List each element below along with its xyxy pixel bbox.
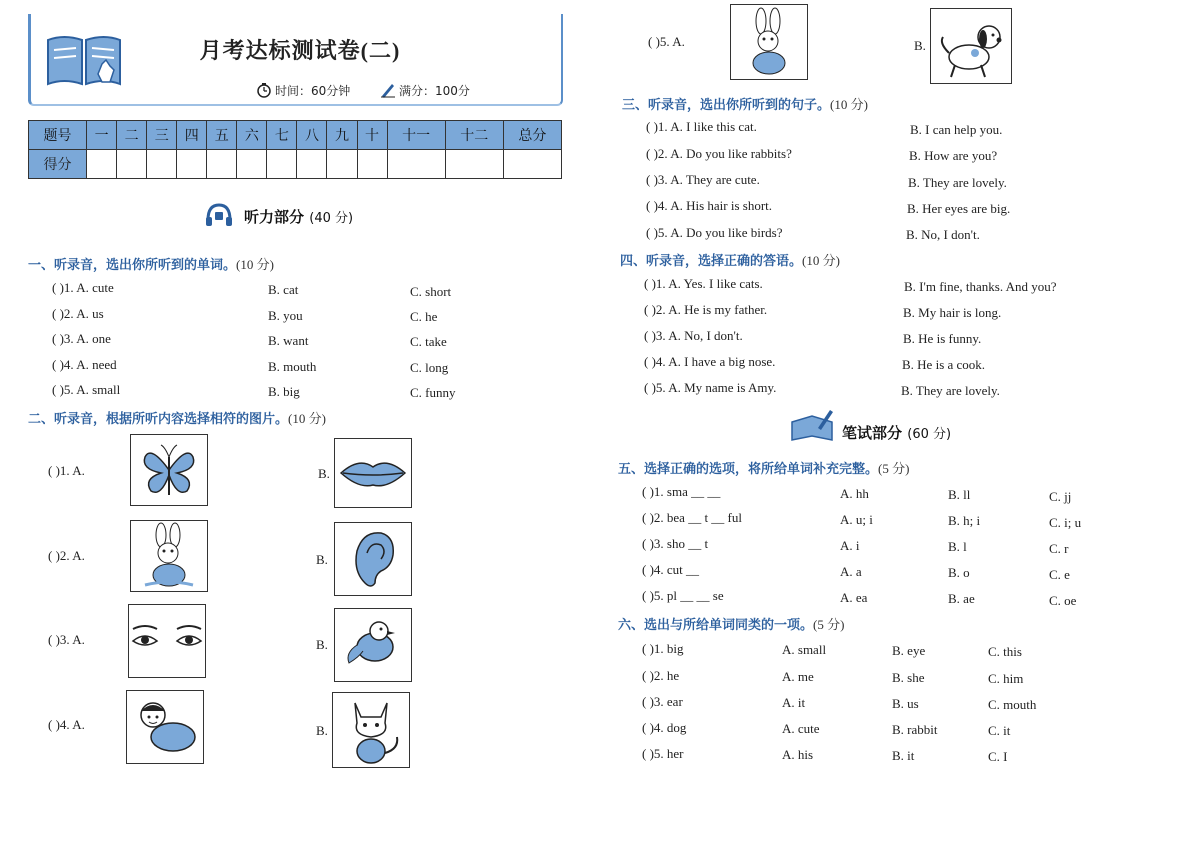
option-b: B. ae [948,591,975,606]
option-c: C. i; u [1049,515,1082,530]
score-cell[interactable] [503,150,561,179]
option-b: B. she [892,670,925,685]
sec4-item: ( )3. A. No, I don't. [644,328,743,343]
option-b: B. h; i [948,513,981,528]
option-b: B. ll [948,487,971,502]
sec1-points: (10 分) [236,257,274,272]
score-table-score-row [29,150,562,179]
option-b-label: B. [316,552,328,567]
sec1-item [52,306,104,322]
option-b: B. eye [892,643,926,658]
sec6-item: ( )1. big [642,641,684,656]
listening-points: (40 分) [309,211,354,226]
option-b: B. My hair is long. [903,305,1002,320]
sec2-item: ( )2. A. [48,548,85,563]
option-c: C. I [988,749,1008,764]
option-a: A. ea [840,590,868,605]
score-header-cell: 十 [357,121,387,150]
option-b: B. mouth [268,359,317,374]
score-header-cell: 十一 [387,121,445,150]
sec3-item: ( )1. A. I like this cat. [646,119,757,134]
sec3-title [622,94,868,113]
sec3-item: ( )4. A. His hair is short. [646,198,773,213]
option-b: B. o [948,565,970,580]
option-c: C. he [410,309,438,324]
butterfly-icon [130,434,208,506]
question-text: ( )2. A. us [52,306,104,321]
writing-part-title [842,422,951,443]
sec3-item: ( )3. A. They are cute. [646,172,760,187]
option-b: B. Her eyes are big. [907,201,1011,216]
time-info [256,82,350,99]
writing-points: (60 分) [907,427,952,442]
option-c: C. r [1049,541,1069,556]
rabbit-icon [730,4,808,80]
score-cell[interactable] [387,150,445,179]
listening-title-text: 听力部分 [244,208,305,226]
score-table-header-row [29,121,562,150]
option-b: B. No, I don't. [906,227,980,242]
sec6-item: ( )3. ear [642,694,683,709]
sec2-item: ( )3. A. [48,632,85,647]
score-cell[interactable] [87,150,117,179]
option-b: B. want [268,333,309,348]
cat-icon [332,692,410,768]
score-header-cell: 三 [147,121,177,150]
sec1-item [52,357,117,373]
sec3-points: (10 分) [830,97,868,112]
score-cell[interactable] [327,150,357,179]
lips-icon [334,438,412,508]
score-table [28,120,562,179]
option-a: A. i [840,538,860,553]
page-title: 月考达标测试卷(二) [199,38,401,63]
question-text: ( )1. A. cute [52,280,114,295]
option-a: A. it [782,695,806,710]
option-a: A. small [782,642,827,657]
score-header-cell: 六 [237,121,267,150]
option-c: C. short [410,284,452,299]
option-b: B. rabbit [892,722,938,737]
score-cell[interactable] [207,150,237,179]
option-b: B. us [892,696,919,711]
question-text: ( )3. A. one [52,331,111,346]
score-row-label: 得分 [29,150,87,179]
sec6-item: ( )5. her [642,746,684,761]
option-a: A. hh [840,486,869,501]
sec6-item: ( )4. dog [642,720,687,735]
sec2-item: ( )4. A. [48,717,85,732]
score-header-cell: 题号 [29,121,87,150]
question-text: ( )5. A. small [52,382,121,397]
option-a: A. cute [782,721,820,736]
writing-book-icon [790,408,834,444]
option-b: B. it [892,748,915,763]
option-b-label: B. [914,38,926,53]
listening-part-title [244,206,353,227]
baby-icon [126,690,204,764]
option-b: B. I can help you. [910,122,1003,137]
sec4-item: ( )5. A. My name is Amy. [644,380,777,395]
option-a: A. me [782,669,814,684]
score-header-cell: 十二 [445,121,503,150]
sec5-item: ( )4. cut __ [642,562,700,577]
score-cell[interactable] [267,150,297,179]
score-cell[interactable] [357,150,387,179]
sec2-title [28,408,326,427]
bird-icon [334,608,412,682]
sec3-item: ( )2. A. Do you like rabbits? [646,146,792,161]
sec4-item: ( )4. A. I have a big nose. [644,354,776,369]
score-info [380,82,470,99]
book-icon [44,30,124,90]
dog-icon [930,8,1012,84]
sec5-item: ( )5. pl __ __ se [642,588,724,603]
option-b: B. cat [268,282,299,297]
sec2-item: ( )1. A. [48,463,85,478]
sec5-item: ( )1. sma __ __ [642,484,721,499]
score-cell[interactable] [297,150,327,179]
score-cell[interactable] [177,150,207,179]
option-c: C. mouth [988,697,1037,712]
score-cell[interactable] [445,150,503,179]
option-c: C. funny [410,385,456,400]
option-b: B. I'm fine, thanks. And you? [904,279,1057,294]
sec1-title-text: 一、听录音，选出你所听到的单词。 [28,258,237,273]
score-header-cell: 五 [207,121,237,150]
sec2-points: (10 分) [288,411,326,426]
sec4-points: (10 分) [802,253,840,268]
sec6-title [618,614,844,633]
rabbit-icon [130,520,208,592]
option-b: B. He is funny. [903,331,982,346]
sec6-title-text: 六、选出与所给单词同类的一项。 [618,618,814,633]
option-b: B. They are lovely. [901,383,1000,398]
option-a: A. u; i [840,512,873,527]
sec4-item: ( )2. A. He is my father. [644,302,768,317]
eyes-icon [128,604,206,678]
sec5-title [618,458,909,477]
sec1-item [52,280,114,296]
option-b: B. How are you? [909,148,998,163]
sec2-item: ( )5. A. [648,34,685,49]
sec5-points: (5 分) [878,461,910,476]
score-cell[interactable] [117,150,147,179]
score-header-cell: 七 [267,121,297,150]
writing-title-text: 笔试部分 [842,424,903,442]
option-b: B. l [948,539,967,554]
time-label: 时间：60分钟 [275,84,351,98]
sec4-item: ( )1. A. Yes. I like cats. [644,276,763,291]
sec6-points: (5 分) [813,617,845,632]
sec4-title [620,250,840,269]
score-header-cell: 一 [87,121,117,150]
option-b: B. He is a cook. [902,357,986,372]
score-header-cell: 二 [117,121,147,150]
sec1-item [52,331,111,347]
question-text: ( )4. A. need [52,357,117,372]
score-label: 满分：100分 [399,84,470,98]
score-header-cell: 八 [297,121,327,150]
option-b-label: B. [316,723,328,738]
sec2-title-text: 二、听录音，根据所听内容选择相符的图片。 [28,412,289,427]
option-b-label: B. [316,637,328,652]
option-c: C. e [1049,567,1070,582]
option-a: A. a [840,564,862,579]
pen-icon [380,82,396,98]
sec1-item [52,382,120,398]
score-cell[interactable] [237,150,267,179]
score-header-cell: 四 [177,121,207,150]
option-c: C. this [988,644,1022,659]
sec5-item: ( )3. sho __ t [642,536,709,551]
sec1-title [28,254,274,273]
option-c: C. oe [1049,593,1077,608]
option-c: C. jj [1049,489,1072,504]
score-header-cell: 总分 [503,121,561,150]
score-header-cell: 九 [327,121,357,150]
headphones-icon [204,202,234,228]
ear-icon [334,522,412,596]
option-b: B. you [268,308,303,323]
option-c: C. him [988,671,1024,686]
sec3-item: ( )5. A. Do you like birds? [646,225,783,240]
sec6-item: ( )2. he [642,668,680,683]
score-cell[interactable] [147,150,177,179]
option-b-label: B. [318,466,330,481]
option-b: B. big [268,384,300,399]
option-c: C. long [410,360,449,375]
clock-icon [256,82,272,98]
option-a: A. his [782,747,814,762]
sec5-title-text: 五、选择正确的选项，将所给单词补充完整。 [618,462,879,477]
sec4-title-text: 四、听录音，选择正确的答语。 [620,254,803,269]
option-c: C. it [988,723,1011,738]
sec5-item: ( )2. bea __ t __ ful [642,510,743,525]
sec3-title-text: 三、听录音，选出你所听到的句子。 [622,98,831,113]
option-b: B. They are lovely. [908,175,1007,190]
option-c: C. take [410,334,447,349]
